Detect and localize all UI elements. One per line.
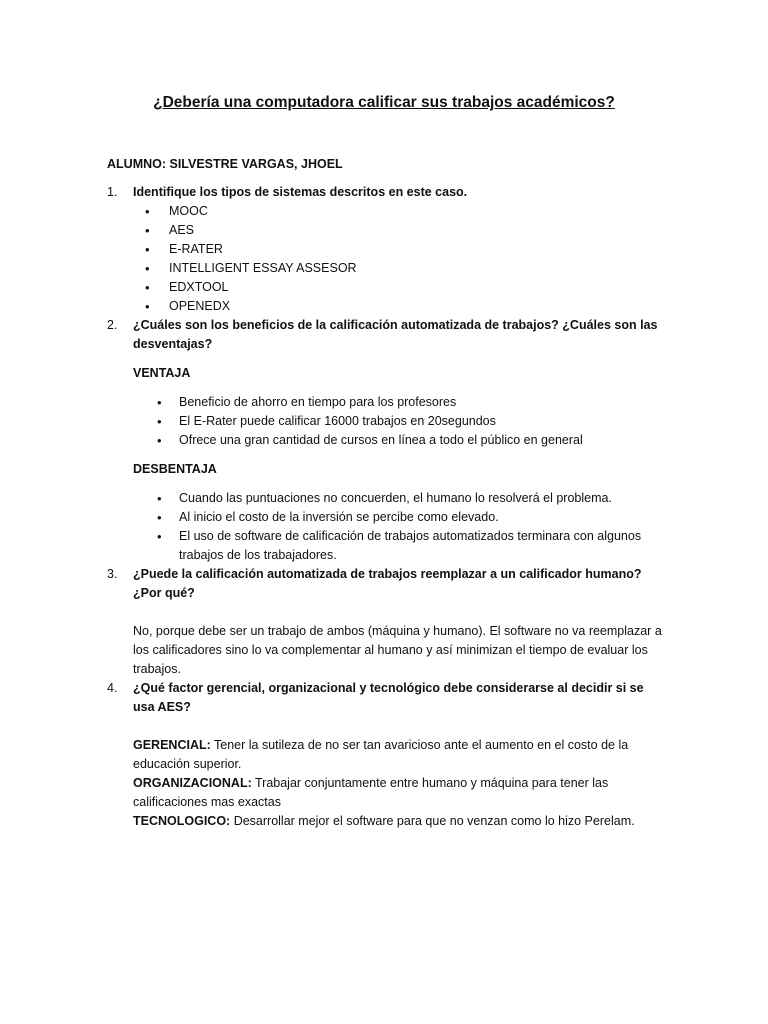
list-item: • Al inicio el costo de la inversión se percibe como elevado. xyxy=(133,508,667,527)
question-3 xyxy=(107,565,667,679)
question-2 xyxy=(107,316,667,565)
question-number: 3. xyxy=(107,567,118,581)
factor-text: Trabajar conjuntamente entre humano y máquina para tener las calificaciones mas exactas xyxy=(133,776,609,809)
factor-tecnologico xyxy=(133,812,667,831)
list-item: • MOOC xyxy=(133,202,667,221)
question-number: 4. xyxy=(107,681,118,695)
factor-text: Desarrollar mejor el software para que no venzan como lo hizo Perelam. xyxy=(230,814,635,828)
question-text: ¿Puede la calificación automatizada de trabajos reemplazar a un calificador humano? ¿Por qué? xyxy=(133,567,642,600)
desventajas-list xyxy=(133,489,667,565)
page-title: ¿Debería una computadora calificar sus trabajos académicos? xyxy=(153,94,615,111)
question-text: Identifique los tipos de sistemas descritos en este caso. xyxy=(133,185,468,199)
factor-label: TECNOLOGICO: xyxy=(133,814,231,828)
question-text: ¿Qué factor gerencial, organizacional y tecnológico debe considerarse al decidir si se usa AES? xyxy=(133,681,644,714)
list-item: • INTELLIGENT ESSAY ASSESOR xyxy=(133,259,667,278)
question-text: ¿Cuáles son los beneficios de la calificación automatizada de trabajos? ¿Cuáles son las desventajas? xyxy=(133,318,658,351)
list-item: • Ofrece una gran cantidad de cursos en línea a todo el público en general xyxy=(133,431,667,450)
list-item: • Cuando las puntuaciones no concuerden, el humano lo resolverá el problema. xyxy=(133,489,667,508)
list-item: • El uso de software de calificación de trabajos automatizados terminara con algunos trabajos de los trabajadores. xyxy=(133,527,667,565)
list-item: • Beneficio de ahorro en tiempo para los profesores xyxy=(133,393,667,412)
question-number: 1. xyxy=(107,185,118,199)
student-name: ALUMNO: SILVESTRE VARGAS, JHOEL xyxy=(107,157,343,171)
factor-gerencial xyxy=(133,736,667,774)
list-item: • OPENEDX xyxy=(133,297,667,316)
list-item: • EDXTOOL xyxy=(133,278,667,297)
desventaja-heading: DESBENTAJA xyxy=(133,462,217,476)
ventaja-heading: VENTAJA xyxy=(133,366,191,380)
factor-organizacional xyxy=(133,774,667,812)
question-1 xyxy=(107,183,667,316)
factor-label: ORGANIZACIONAL: xyxy=(133,776,252,790)
systems-list xyxy=(133,202,667,316)
ventajas-list xyxy=(133,393,667,450)
question-number: 2. xyxy=(107,318,118,332)
list-item: • E-RATER xyxy=(133,240,667,259)
answer-text: No, porque debe ser un trabajo de ambos (máquina y humano). El software no va reemplazar a los calificadores sino lo va complementar al humano y así minimizan el tiempo de evaluar los trabajos. xyxy=(133,624,662,676)
list-item: • El E-Rater puede calificar 16000 trabajos en 20segundos xyxy=(133,412,667,431)
factor-label: GERENCIAL: xyxy=(133,738,211,752)
list-item: • AES xyxy=(133,221,667,240)
question-4 xyxy=(107,679,667,831)
questions-list xyxy=(107,183,667,831)
factor-text: Tener la sutileza de no ser tan avaricioso ante el aumento en el costo de la educación superior. xyxy=(133,738,629,771)
